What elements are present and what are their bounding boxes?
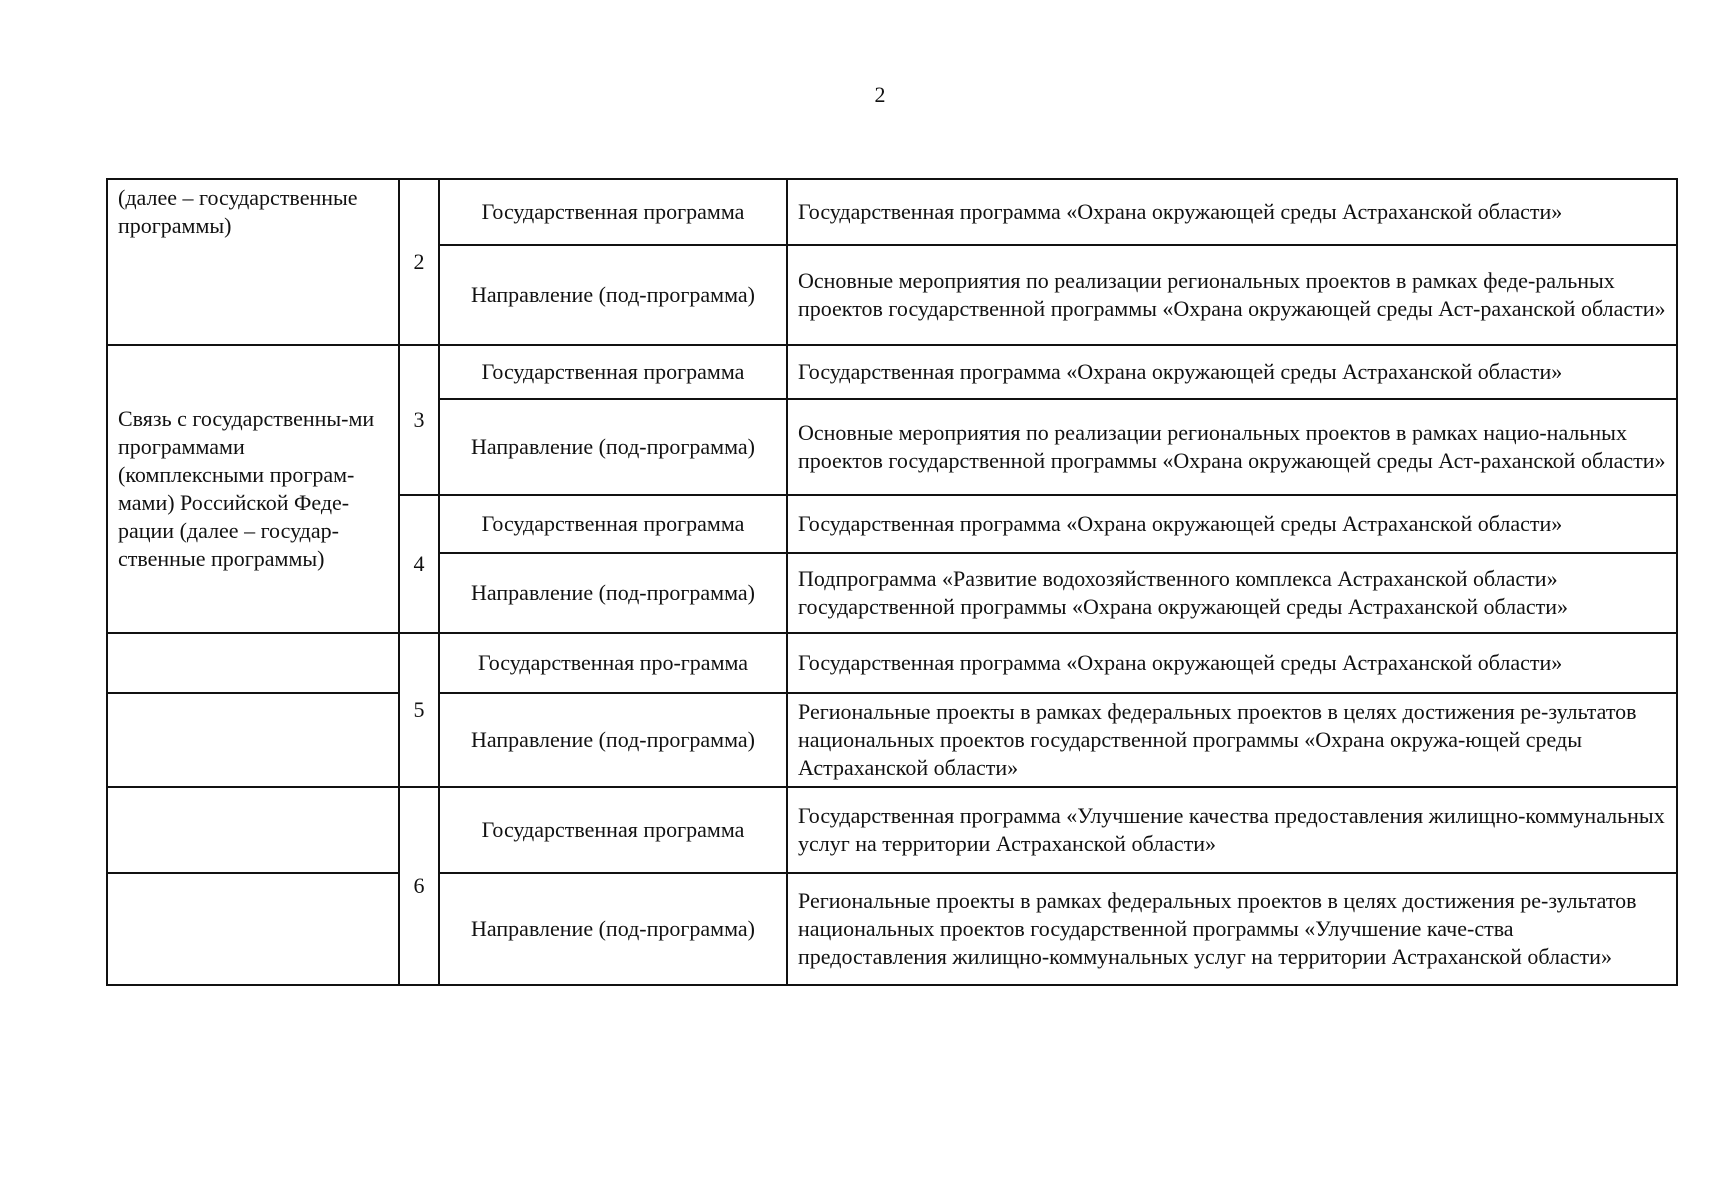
direction-label: Направление (под-программа) (439, 245, 787, 345)
direction-label: Направление (под-программа) (439, 693, 787, 787)
description-cell-empty (107, 787, 399, 873)
direction-value: Региональные проекты в рамках федеральных проектов в целях достижения ре-зультатов национальных проектов государственной программы «Улучшение каче-ства предоставления жилищно-коммунальных услуг на территории Астраханской области» (787, 873, 1677, 985)
row-number: 5 (399, 633, 439, 787)
table-row (107, 179, 1677, 245)
table-row (107, 345, 1677, 399)
table-row (107, 633, 1677, 693)
direction-label: Направление (под-программа) (439, 873, 787, 985)
row-number: 3 (399, 345, 439, 495)
description-cell-main: Связь с государственны-ми программами (комплексными програм-мами) Российской Феде-рации (далее – государ-ственные программы) (107, 345, 399, 633)
program-label: Государственная программа (439, 495, 787, 553)
direction-value: Основные мероприятия по реализации региональных проектов в рамках нацио-нальных проектов государственной программы «Охрана окружающей среды Аст-раханской области» (787, 399, 1677, 495)
row-number: 4 (399, 495, 439, 633)
table-row (107, 787, 1677, 873)
program-label: Государственная программа (439, 787, 787, 873)
program-value: Государственная программа «Охрана окружающей среды Астраханской области» (787, 345, 1677, 399)
program-value: Государственная программа «Охрана окружающей среды Астраханской области» (787, 495, 1677, 553)
direction-label: Направление (под-программа) (439, 553, 787, 633)
page-number: 2 (874, 82, 886, 107)
program-label: Государственная программа (439, 345, 787, 399)
description-cell-empty (107, 633, 399, 693)
program-label: Государственная про-грамма (439, 633, 787, 693)
table-row (107, 873, 1677, 985)
program-value: Государственная программа «Улучшение качества предоставления жилищно-коммунальных услуг на территории Астраханской области» (787, 787, 1677, 873)
table-row (107, 693, 1677, 787)
programs-table (106, 178, 1678, 986)
direction-value: Основные мероприятия по реализации региональных проектов в рамках феде-ральных проектов государственной программы «Охрана окружающей среды Аст-раханской области» (787, 245, 1677, 345)
program-value: Государственная программа «Охрана окружающей среды Астраханской области» (787, 179, 1677, 245)
program-label: Государственная программа (439, 179, 787, 245)
row-number: 2 (399, 179, 439, 345)
description-cell-empty (107, 693, 399, 787)
row-number: 6 (399, 787, 439, 985)
direction-value: Региональные проекты в рамках федеральных проектов в целях достижения ре-зультатов национальных проектов государственной программы «Охрана окружа-ющей среды Астраханской области» (787, 693, 1677, 787)
direction-label: Направление (под-программа) (439, 399, 787, 495)
direction-value: Подпрограмма «Развитие водохозяйственного комплекса Астраханской области» государственной программы «Охрана окружающей среды Астраханской области» (787, 553, 1677, 633)
description-cell-empty (107, 873, 399, 985)
description-cell-continued: (далее – государственные программы) (107, 179, 399, 345)
program-value: Государственная программа «Охрана окружающей среды Астраханской области» (787, 633, 1677, 693)
